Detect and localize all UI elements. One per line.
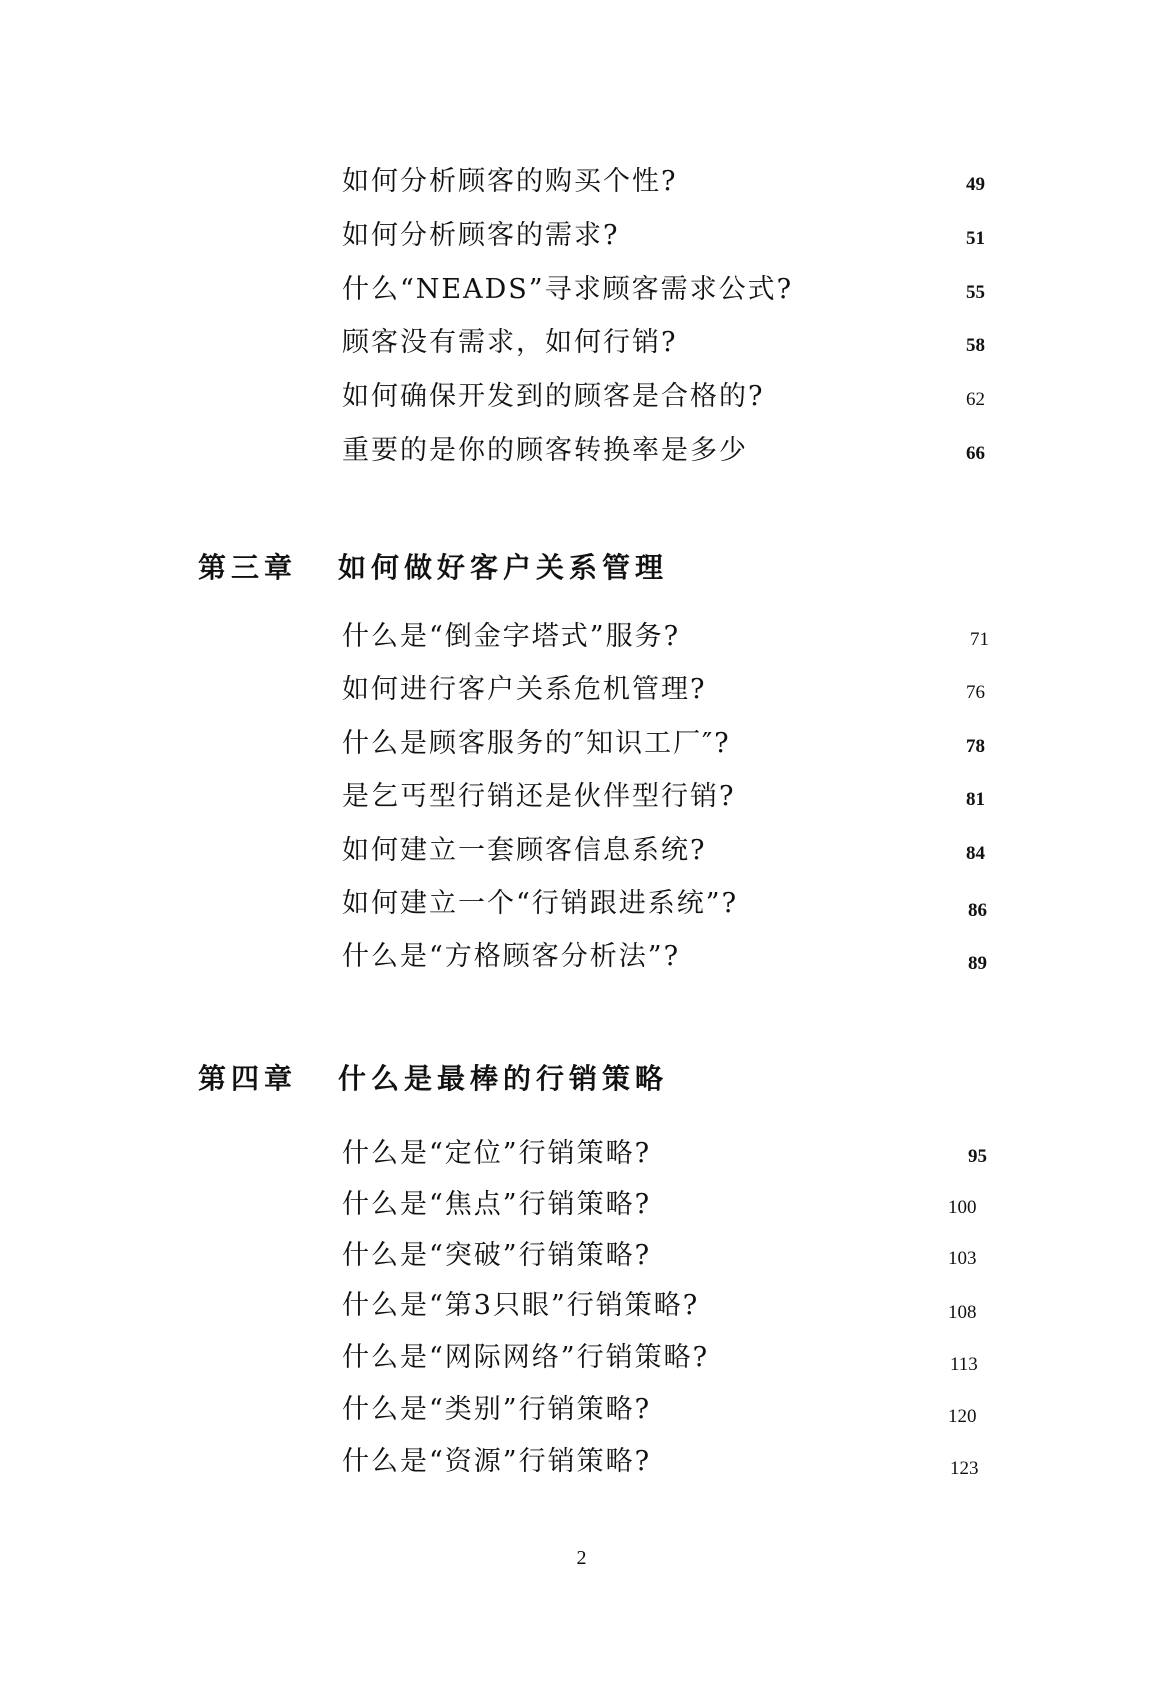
toc-entry-title: 如何确保开发到的顾客是合格的?: [342, 381, 765, 412]
chapter-heading: [0, 1059, 1163, 1103]
toc-entry-title: 什么是“网际网络”行销策略?: [342, 1342, 710, 1373]
toc-entry: [0, 379, 1163, 419]
toc-entry-page: 113: [950, 1354, 978, 1375]
toc-entry: [0, 1392, 1163, 1432]
toc-entry-title: 什么“NEADS”寻求顾客需求公式?: [342, 274, 794, 305]
toc-entry: [0, 726, 1163, 766]
toc-entry-title: 重要的是你的顾客转换率是多少: [342, 435, 748, 466]
toc-entry-title: 什么是“第3只眼”行销策略?: [342, 1290, 700, 1321]
chapter-heading: [0, 548, 1163, 592]
toc-entry: [0, 1340, 1163, 1380]
toc-entry-page: 81: [966, 789, 985, 810]
toc-entry-page: 66: [966, 443, 985, 464]
toc-entry-title: 如何分析顾客的购买个性?: [342, 166, 678, 197]
toc-entry-title: 什么是顾客服务的″知识工厂″?: [342, 728, 731, 759]
toc-entry-title: 什么是“定位”行销策略?: [342, 1138, 652, 1169]
toc-entry-page: 123: [950, 1458, 979, 1479]
toc-entry-page: 76: [966, 682, 985, 703]
toc-entry-title: 什么是“方格顾客分析法”?: [342, 941, 681, 972]
toc-entry: [0, 1444, 1163, 1484]
chapter-number: 第三章: [198, 551, 298, 584]
toc-entry: [0, 1288, 1163, 1328]
toc-entry-title: 顾客没有需求，如何行销?: [342, 327, 678, 358]
toc-entry-page: 58: [966, 335, 985, 356]
chapter-title: 如何做好客户关系管理: [338, 551, 669, 584]
toc-entry-title: 什么是“突破”行销策略?: [342, 1240, 652, 1271]
toc-entry-page: 78: [966, 736, 985, 757]
toc-entry-page: 100: [948, 1197, 977, 1218]
page-number: 2: [576, 1547, 587, 1569]
toc-entry: [0, 325, 1163, 365]
toc-entry-title: 什么是“资源”行销策略?: [342, 1446, 652, 1477]
toc-entry: [0, 164, 1163, 204]
toc-entry: [0, 218, 1163, 258]
toc-entry-title: 如何进行客户关系危机管理?: [342, 674, 707, 705]
chapter-title: 什么是最棒的行销策略: [338, 1062, 669, 1095]
toc-entry-page: 103: [948, 1248, 977, 1269]
toc-entry-page: 86: [968, 900, 987, 921]
toc-entry-page: 49: [966, 174, 985, 195]
toc-entry: [0, 1238, 1163, 1278]
toc-entry: [0, 779, 1163, 819]
toc-entry-title: 如何建立一个“行销跟进系统”?: [342, 888, 739, 919]
toc-entry: [0, 833, 1163, 873]
toc-entry-title: 如何建立一套顾客信息系统?: [342, 835, 707, 866]
toc-entry: [0, 1136, 1163, 1176]
toc-entry-title: 什么是“倒金字塔式”服务?: [342, 621, 681, 652]
toc-entry-title: 是乞丐型行销还是伙伴型行销?: [342, 781, 736, 812]
toc-entry-page: 84: [966, 843, 985, 864]
toc-entry: [0, 433, 1163, 473]
chapter-number: 第四章: [198, 1062, 298, 1095]
toc-entry-page: 89: [968, 953, 987, 974]
toc-entry: [0, 939, 1163, 979]
toc-entry-page: 108: [948, 1302, 977, 1323]
toc-entry-title: 如何分析顾客的需求?: [342, 220, 620, 251]
toc-entry-page: 95: [968, 1146, 987, 1167]
toc-entry-page: 55: [966, 282, 985, 303]
toc-entry-page: 51: [966, 228, 985, 249]
toc-entry-page: 71: [970, 629, 989, 650]
toc-entry-page: 62: [966, 389, 985, 410]
toc-entry-page: 120: [948, 1406, 977, 1427]
toc-entry: [0, 619, 1163, 659]
toc-entry-title: 什么是“类别”行销策略?: [342, 1394, 652, 1425]
toc-entry: [0, 272, 1163, 312]
toc-entry-title: 什么是“焦点”行销策略?: [342, 1189, 652, 1220]
toc-entry: [0, 886, 1163, 926]
toc-entry: [0, 672, 1163, 712]
toc-entry: [0, 1187, 1163, 1227]
